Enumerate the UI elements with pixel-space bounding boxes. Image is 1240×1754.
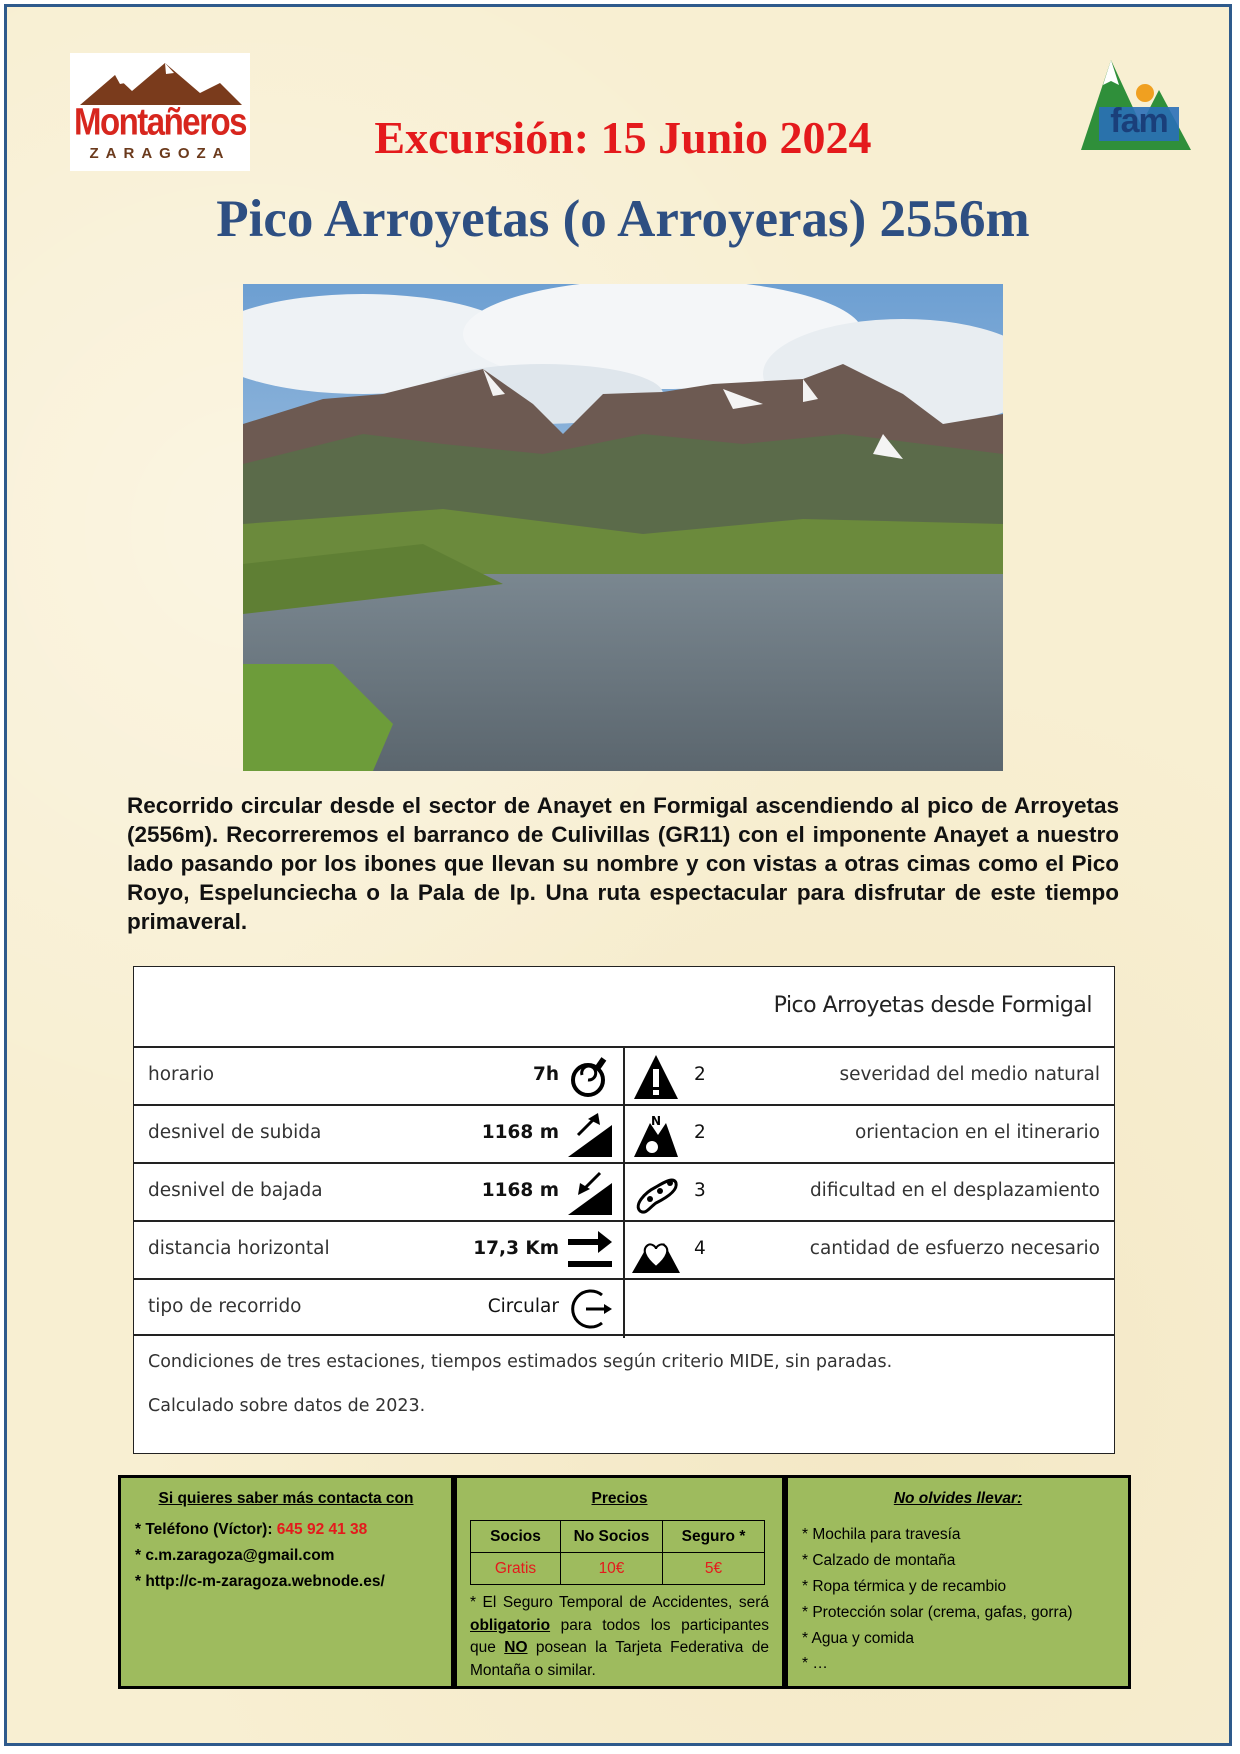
mide-divider [623,1280,625,1338]
bring-item: * Calzado de montaña [802,1552,956,1569]
mide-note-calculated: Calculado sobre datos de 2023. [148,1396,426,1416]
mide-label: desnivel de subida [148,1122,322,1143]
mide-info-table [133,966,1115,1454]
peak-title: Pico Arroyetas (o Arroyeras) 2556m [216,190,1030,248]
logo-subname: ZARAGOZA [89,145,231,162]
bring-item: * … [802,1655,828,1672]
price-header: No Socios [561,1521,663,1553]
descent-icon [566,1169,614,1217]
orientation-icon [630,1111,682,1159]
info-boxes [118,1475,1131,1689]
mide-criterion: dificultad en el desplazamiento [809,1180,1100,1201]
mide-notes [134,1334,1114,1416]
mide-value: 7h [532,1064,559,1085]
prices-heading: Precios [591,1490,648,1507]
note-obligatorio: obligatorio [470,1616,551,1634]
contact-website[interactable]: * http://c-m-zaragoza.webnode.es/ [135,1573,385,1590]
svg-text:N: N [650,1114,662,1128]
heart-effort-icon [630,1227,682,1275]
phone-label: * Teléfono (Víctor): [135,1521,277,1538]
bring-item: * Protección solar (crema, gafas, gorra) [802,1604,1073,1621]
mide-label: desnivel de bajada [148,1180,323,1201]
landscape-photo [243,284,1003,771]
prices-box [454,1475,785,1689]
mide-value: Circular [487,1296,559,1317]
stopwatch-icon [566,1053,614,1101]
footprint-icon [630,1169,682,1217]
mide-divider [623,1106,625,1164]
route-description: Recorrido circular desde el sector de Anayet en Formigal ascendiendo al pico de Arroyetas (2556m). Recorreremos el barranco de Culivillas (GR11) con el imponente Anayet a nuestro lado pasando por los ibones que llevan su nombre y con vistas a otras cimas como el Pico Royo, Espelunciecha o la Pala de Ip. Una ruta espectacular para disfrutar de este tiempo primaveral. [127,793,1119,934]
mide-score: 3 [694,1180,706,1201]
insurance-note [470,1592,769,1682]
contact-heading: Si quieres saber más contacta con [158,1490,414,1507]
mide-row-subida [134,1104,1114,1164]
prices-table [470,1520,765,1585]
warning-mountain-icon [630,1053,682,1101]
phone-number[interactable]: 645 92 41 38 [276,1521,368,1538]
mide-score: 4 [694,1238,706,1259]
circular-route-icon [566,1285,614,1333]
mide-divider [623,1222,625,1280]
poster-page [4,4,1232,1746]
bring-item: * Agua y comida [802,1630,915,1647]
price-header: Seguro * [663,1521,765,1553]
bring-box [785,1475,1131,1689]
mountain-lake-image [243,284,1003,771]
mide-row-bajada [134,1162,1114,1222]
mide-row-tipo [134,1278,1114,1338]
bring-item: * Ropa térmica y de recambio [802,1578,1007,1595]
bring-heading: No olvides llevar: [893,1490,1023,1507]
mide-value: 1168 m [481,1180,559,1201]
mide-criterion: cantidad de esfuerzo necesario [809,1238,1100,1259]
mide-divider [623,1048,625,1106]
logo-name: Montañeros [73,100,246,143]
contact-box [118,1475,454,1689]
mide-value: 17,3 Km [473,1238,559,1259]
price-value: Gratis [471,1553,561,1585]
price-header: Socios [471,1521,561,1553]
price-value: 5€ [663,1553,765,1585]
contact-email[interactable]: * c.m.zaragoza@gmail.com [135,1547,335,1564]
mide-note-conditions: Condiciones de tres estaciones, tiempos estimados según criterio MIDE, sin paradas. [148,1352,893,1372]
mide-row-distancia [134,1220,1114,1280]
mide-criterion: severidad del medio natural [839,1064,1100,1085]
mide-value: 1168 m [481,1122,559,1143]
contact-phone [135,1521,367,1539]
price-value: 10€ [561,1553,663,1585]
mide-title: Pico Arroyetas desde Formigal [773,993,1092,1018]
bring-item: * Mochila para travesía [802,1526,961,1543]
excursion-date-title: Excursión: 15 Junio 2024 [374,112,872,163]
ascent-icon [566,1111,614,1159]
fam-logo-text: fam [1110,102,1168,140]
distance-arrows-icon [566,1227,614,1275]
mide-score: 2 [694,1122,706,1143]
mide-row-horario [134,1046,1114,1106]
note-text: * El Seguro Temporal de Accidentes, será [470,1594,769,1611]
note-text: posean la Tarjeta Federativa de Montaña o similar. [470,1639,770,1679]
note-text: para todos los participantes que [470,1616,769,1656]
mide-criterion: orientacion en el itinerario [854,1122,1100,1143]
mide-label: horario [148,1064,215,1085]
mide-label: distancia horizontal [148,1238,330,1259]
mide-label: tipo de recorrido [148,1296,302,1317]
mide-score: 2 [694,1064,706,1085]
note-no: NO [504,1639,528,1656]
mide-divider [623,1164,625,1222]
